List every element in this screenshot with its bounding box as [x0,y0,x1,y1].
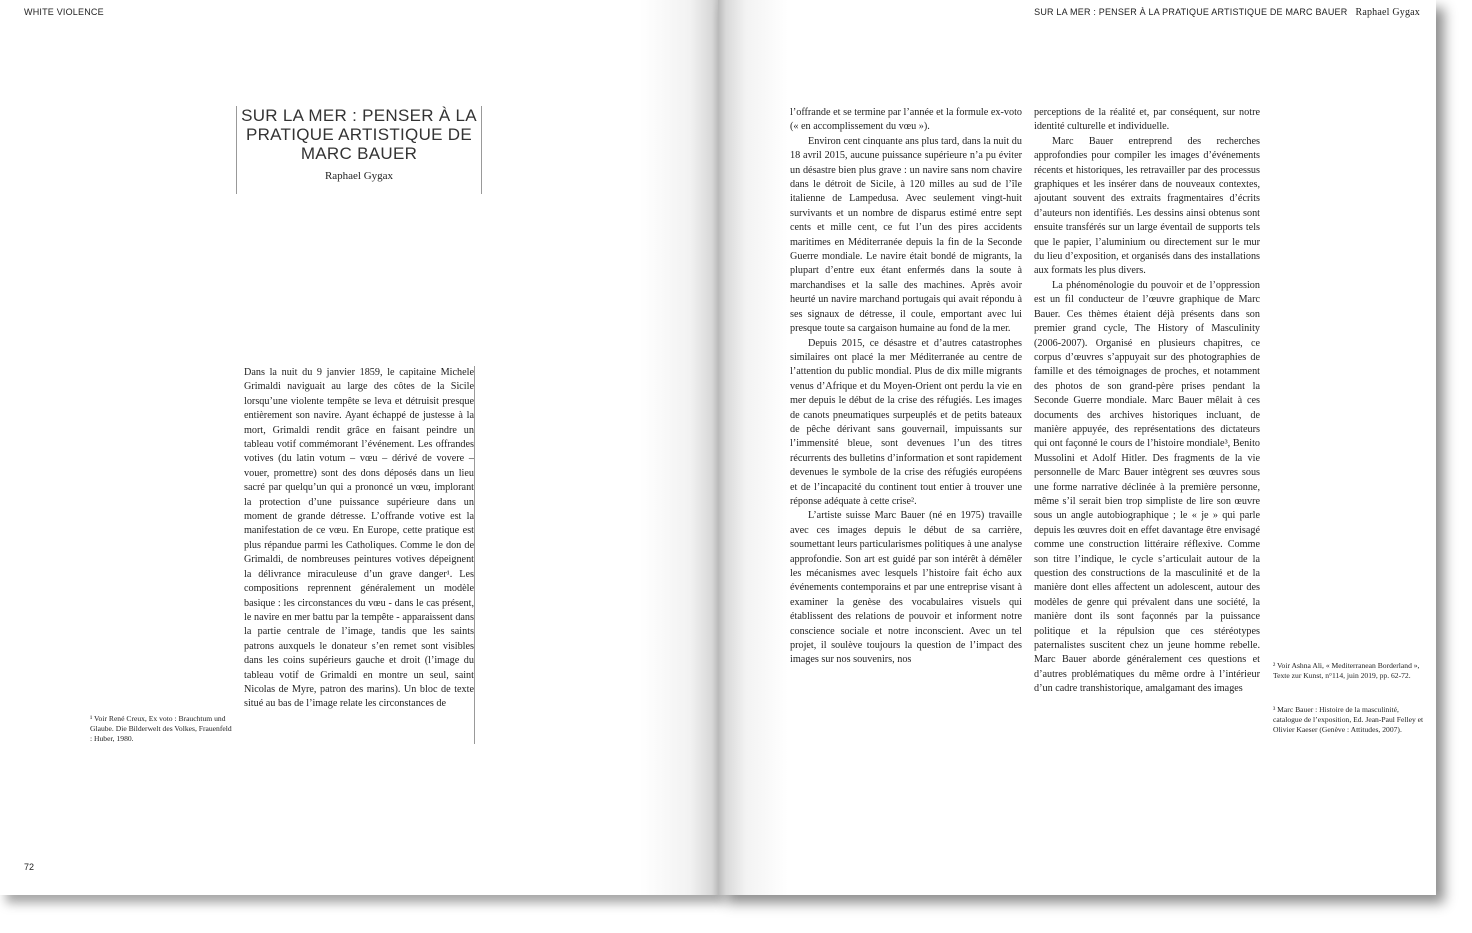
text-column-3 [1034,106,1260,746]
running-head-title: SUR LA MER : PENSER À LA PRATIQUE ARTISTIQUE DE MARC BAUER [1034,7,1348,17]
footnote-3: ³ Marc Bauer : Histoire de la masculinité, catalogue de l’exposition, Ed. Jean-Paul Felley et Olivier Kaeser (Genève : Attitudes, 2007). [1273,705,1424,734]
text-column-1 [244,366,475,744]
title-line: SUR LA MER : PENSER À LA [241,106,477,125]
paragraph: L’artiste suisse Marc Bauer (né en 1975) travaille avec ces images depuis le début de sa carrière, soumettant leurs particularismes politiques à une analyse approfondie. Son art est guidé par son intérêt à démêler les mécanismes avec lesquels l’histoire fait écho aux événements contemporains et par une entreprise visant à examiner la genèse des vocabulaires visuels qui établissent des relations de pouvoir et informent notre conscience sociale et notre inconscient. Avec un tel projet, il soulève toujours la question de l’impact des images sur nos souvenirs, nos [790,510,1022,666]
byline: Raphael Gygax [324,170,394,182]
running-head-left: WHITE VIOLENCE [24,7,104,17]
paragraph: perceptions de la réalité et, par conséquent, sur notre identité culturelle et individuelle. [1034,107,1260,133]
paragraph: Dans la nuit du 9 janvier 1859, le capitaine Michele Grimaldi naviguait au large des côtes de la Sicile lorsqu’une violente tempête se leva et détruisit presque entièrement son navire. Ayant échappé de justesse à la mort, Grimaldi rendit grâce en faisant peindre un tableau votif commémorant l’événement. Les offrandes votives (du latin votum – vœu – dérivé de vovere – vouer, promettre) sont des dons déposés dans un lieu sacré par quelqu’un qui a prononcé un vœu, implorant la protection d’une puissance supérieure dans un moment de grande détresse. L’offrande votive est la manifestation de ce vœu. En Europe, cette pratique est plus répandue parmi les Catholiques. Comme le don de Grimaldi, de nombreuses peintures votives dépeignent la délivrance miraculeuse d’un grave danger¹. Les compositions reprennent généralement un modèle basique : les circonstances du vœu - dans le cas présent, le navire en mer battu par la tempête - apparaissent dans la partie centrale de l’image, tandis que les saints patrons auxquels le donateur s’en remet sont visibles dans les coins supérieurs gauche et droit (l’image du tableau votif de Grimaldi en montre un seul, saint Nicolas de Myre, patron des marins). Un bloc de texte situé au bas de l’image relate les circonstances de [244,367,474,710]
article-title [237,106,481,163]
footnote-1: ¹ Voir René Creux, Ex voto : Brauchtum und Glaube. Die Bilderwelt des Volkes, Frauenfeld : Huber, 1980. [90,714,232,743]
article-title-block [236,106,482,194]
paragraph: l’offrande et se termine par l’année et la formule ex-voto (« en accomplissement du vœu »). [790,107,1022,133]
running-head-author: Raphael Gygax [1355,7,1420,18]
paragraph: Depuis 2015, ce désastre et d’autres catastrophes similaires ont placé la mer Méditerranée au centre de l’attention du public mondial. Plus de dix mille migrants venus d’Afrique et du Moyen-Orient ont perdu la vie en mer depuis le début de la crise des réfugiés. Les images de canots pneumatiques surpeuplés et de petits bateaux de pêche dérivant sans gouvernail, impuissants sur l’immensité bleue, sont devenues l’un des titres récurrents des bulletins d’information et sont rapidement devenues le symbole de la crise des réfugiés européens et de l’incapacité du continent tout entier à trouver une réponse adéquate à cette crise². [790,337,1022,507]
running-head-right [1034,7,1420,18]
page-number: 72 [24,862,35,872]
footnote-2: ² Voir Ashna Ali, « Mediterranean Borderland », Texte zur Kunst, n°114, juin 2019, pp. 62-72. [1273,661,1420,680]
left-page [0,0,718,895]
paragraph: Marc Bauer entreprend des recherches approfondies pour compiler les images d’événements récents et historiques, les retravailler par des processus graphiques et les insérer dans de nouveaux contextes, ajoutant souvent des extraits fragmentaires d’écrits d’auteurs non identifiés. Les dessins ainsi obtenus sont ensuite transférés sur un large éventail de supports tels que le papier, l’aluminium ou directement sur le mur du lieu d’exposition, et organisés dans des installations aux formats les plus divers. [1034,135,1260,277]
paragraph: La phénoménologie du pouvoir et de l’oppression est un fil conducteur de l’œuvre graphique de Marc Bauer. Ces thèmes étaient déjà présents dans son premier grand cycle, The History of Masculinity (2006-2007). Organisé en plusieurs chapitres, ce corpus d’œuvres s’appuyait sur des photographies de famille et des témoignages de proches, et notamment des photos de son grand-père prises pendant la Seconde Guerre mondiale. Marc Bauer mêlait à ces documents des archives historiques incluant, de manière appuyée, des représentations des dictateurs qui ont façonné le cours de l’histoire mondiale³, Benito Mussolini et Adolf Hitler. Des fragments de la vie personnelle de Marc Bauer intègrent ses œuvres sous une forme narrative déclinée à la première personne, même s’il serait bien trop simpliste de lire son œuvre sous un angle autobiographique ; le « je » qui parle depuis les œuvres doit en effet davantage être envisagé comme une construction littéraire réflexive. Comme son titre l’indique, le cycle s’articulait autour de la question des constructions de la masculinité et de la manière dont elles affectent un adolescent, autour des modèles de genre qui prévalent dans une société, la manière dont ils sont façonnés par la puissance politique et la répulsion que ces stéréotypes paternalistes suscitent chez un jeune homme rebelle. Marc Bauer aborde généralement ces questions et d’autres problématiques du même ordre à l’intérieur d’un cadre transhistorique, amalgamant des images [1034,279,1260,695]
text-column-2 [790,106,1022,746]
paragraph: Environ cent cinquante ans plus tard, dans la nuit du 18 avril 2015, aucune puissance supérieure n’a pu éviter un désastre bien plus grave : un navire sans nom chavire dans le détroit de Sicile, à 120 milles au sud de l’île italienne de Lampedusa. Avec seulement vingt-huit survivants et un nombre de disparus estimé entre sept cents et mille cent, ce fut l’un des pires accidents maritimes en Méditerranée depuis la fin de la Seconde Guerre mondiale. Le navire était bondé de migrants, la plupart d’entre eux étant enfermés dans la soute à marchandises et la salle des machines. Après avoir heurté un navire marchand portugais qui avait répondu à ses signaux de détresse, il coule, emportant avec lui presque toute sa cargaison humaine au fond de la mer. [790,135,1022,335]
title-line: MARC BAUER [300,144,418,163]
title-line: PRATIQUE ARTISTIQUE DE [245,125,473,144]
